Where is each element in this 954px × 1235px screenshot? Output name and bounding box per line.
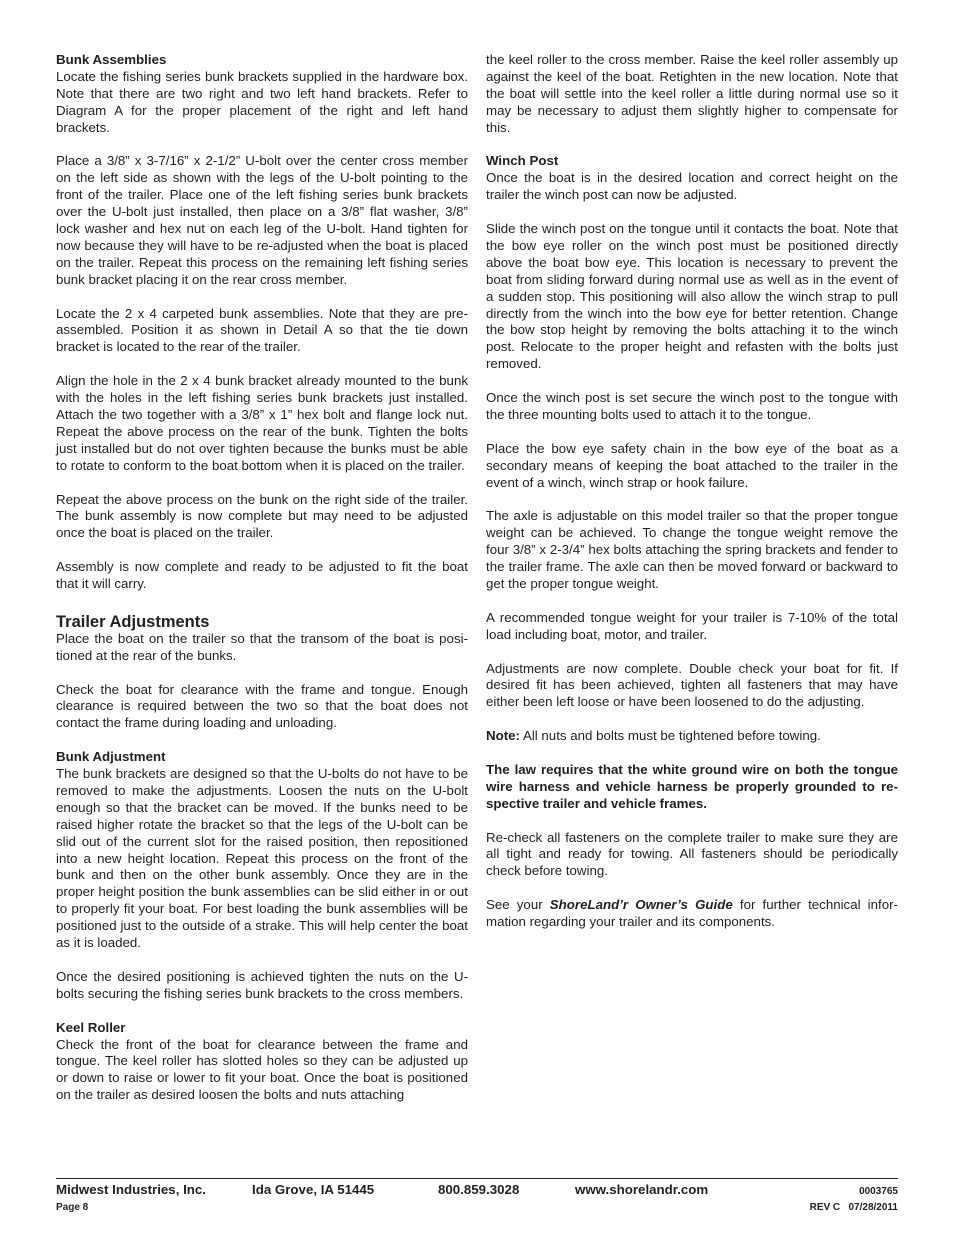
see-guide-paragraph xyxy=(486,897,898,931)
bunk-assemblies-section xyxy=(56,52,468,137)
note-paragraph xyxy=(486,728,898,745)
paragraph: Assembly is now complete and ready to be adjusted to fit the boat that it will carry. xyxy=(56,559,468,592)
winch-post-heading: Winch Post xyxy=(486,153,559,169)
bunk-adjustment-heading: Bunk Adjustment xyxy=(56,749,166,765)
paragraph: Repeat the above process on the bunk on the right side of the trailer. The bunk assembly is now complete but may need to be adjusted once the boat is placed on the trailer. xyxy=(56,491,468,541)
paragraph: Adjustments are now complete. Double check your boat for fit. If desired fit has been achieved, tighten all fasteners that may have either been left loose or have been loosened to do the adjusting. xyxy=(486,660,898,710)
paragraph: Align the hole in the 2 x 4 bunk bracket already mounted to the bunk with the holes in the left fishing series bunk brackets just installed. Attach the two together with a 3/8” x 1” hex bolt and flange lock nut. Repeat the above process on the rear of the bunk. Tighten the bolts just installed but do not over tighten because the bunks must be able to rotate to conform to the boat bottom when it is placed on the trailer. xyxy=(56,373,468,473)
footer-city: Ida Grove, IA 51445 xyxy=(252,1182,375,1197)
owners-guide-title: ShoreLand’r Owner’s Guide xyxy=(549,897,733,913)
bunk-adjustment-section xyxy=(56,749,468,952)
paragraph: Check the front of the boat for clearance between the frame and tongue. The keel roller has slotted holes so they can be adjusted up or down to raise or lower to fit your boat. Once the boat is positioned on the trailer as desired loosen the bolts and nuts attaching xyxy=(56,1036,468,1103)
paragraph: Place a 3/8” x 3-7/16” x 2-1/2” U-bolt over the center cross member on the left side as shown with the legs of the U-bolt pointing to the front of the trailer. Place one of the left fishing series bunk brackets over the U-bolt just installed, then place on a 3/8” flat washer, 3/8” lock washer and hex nut on each leg of the U-bolt. Hand tighten for now because they will have to be re-adjusted when the boat is placed on the trailer. Repeat this process on the remaining left fishing series bunk bracket placing it on the rear cross member. xyxy=(56,153,468,287)
paragraph: Re-check all fasteners on the complete trailer to make sure they are all tight and ready for towing. All fasteners should be periodically check before towing. xyxy=(486,829,898,879)
left-column xyxy=(56,52,468,1104)
note-label: Note: xyxy=(486,728,520,744)
footer-page-number: Page 8 xyxy=(56,1202,89,1213)
right-column xyxy=(486,52,898,948)
paragraph: Locate the 2 x 4 carpeted bunk assemblies. Note that they are pre-assembled. Position it as shown in Detail A so that the tie down bracket is located to the rear of the trailer. xyxy=(56,305,468,355)
paragraph: The bunk brackets are designed so that the U-bolts do not have to be removed to make the adjustments. Loosen the nuts on the U-bolt enough so that the bracket can be moved. If the bunks need to be raised higher rotate the bracket so that the legs of the U-bolt can be slid out of the current slot for the raised position, then repositioned into a new height location. Repeat this process on the front of the bunk and then on the other bunk assembly. Once they are in the proper height position the bunk assemblies can be slid either in or out to properly fit your boat. For best loading the bunk assemblies will be positioned just to the outside of a strake. This will help center the boat as it is loaded. xyxy=(56,766,468,951)
paragraph: Place the boat on the trailer so that the transom of the boat is positioned at the rear of the bunks. xyxy=(56,630,468,663)
paragraph: Locate the fishing series bunk brackets supplied in the hardware box. Note that there are two right and two left hand brackets. Refer to Diagram A for the proper placement of the right and left hand brackets. xyxy=(56,68,468,135)
bunk-assemblies-heading: Bunk Assemblies xyxy=(56,52,167,67)
footer-doc-number: 0003765 xyxy=(859,1186,898,1197)
law-warning: The law requires that the white ground wire on both the tongue wire harness and vehicle harness be properly grounded to respective trailer and vehicle frames. xyxy=(486,761,898,811)
paragraph: the keel roller to the cross member. Raise the keel roller assembly up against the keel of the boat. Retighten in the new location. Note that the boat will settle into the keel roller a little during normal use so it may be necessary to adjust them slightly higher to compensate for this. xyxy=(486,52,898,135)
paragraph: Check the boat for clearance with the frame and tongue. Enough clearance is required between the two so that the boat does not contact the frame during loading and unloading. xyxy=(56,681,468,731)
see-post: for further technical information regarding your trailer and its components. xyxy=(486,897,898,930)
note-text: All nuts and bolts must be tightened before towing. xyxy=(519,728,821,744)
paragraph: Slide the winch post on the tongue until it contacts the boat. Note that the bow eye roller on the winch post must be positioned directly above the boat bow eye. This location is necessary to prevent the boat from sliding forward during normal use as well as in the event of a sudden stop. This positioning will also allow the winch strap to pull directly from the winch into the bow eye for better retention. Change the bow stop height by removing the bolts attaching it to the winch post. Relocate to the proper height and refasten with the bolts just removed. xyxy=(486,221,898,372)
paragraph: A recommended tongue weight for your trailer is 7-10% of the total load including boat, motor, and trailer. xyxy=(486,609,898,642)
paragraph: The axle is adjustable on this model trailer so that the proper tongue weight can be achieved. To change the tongue weight remove the four 3/8” x 2-3/4” hex bolts attaching the spring brackets and fender to the trailer frame. The axle can then be moved forward or backward to get the proper tongue weight. xyxy=(486,508,898,592)
see-pre: See your xyxy=(486,897,550,913)
paragraph: Once the boat is in the desired location and correct height on the trailer the winch post can now be adjusted. xyxy=(486,170,898,203)
footer-website: www.shorelandr.com xyxy=(575,1182,709,1197)
footer-phone: 800.859.3028 xyxy=(438,1182,520,1197)
trailer-adjustments-heading: Trailer Adjustments xyxy=(56,612,210,631)
paragraph: Place the bow eye safety chain in the bow eye of the boat as a secondary means of keeping the boat attached to the trailer in the event of a winch, winch strap or hook failure. xyxy=(486,440,898,490)
footer-divider xyxy=(56,1178,898,1179)
keel-roller-heading: Keel Roller xyxy=(56,1019,126,1035)
paragraph: Once the winch post is set secure the winch post to the tongue with the three mounting bolts used to attach it to the tongue. xyxy=(486,390,898,422)
paragraph: Once the desired positioning is achieved tighten the nuts on the U-bolts securing the fishing series bunk brackets to the cross members. xyxy=(56,968,468,1001)
footer-revision: REV C 07/28/2011 xyxy=(809,1202,898,1213)
footer-company: Midwest Industries, Inc. xyxy=(56,1182,206,1197)
keel-roller-section xyxy=(56,1020,468,1105)
winch-post-section xyxy=(486,153,898,204)
